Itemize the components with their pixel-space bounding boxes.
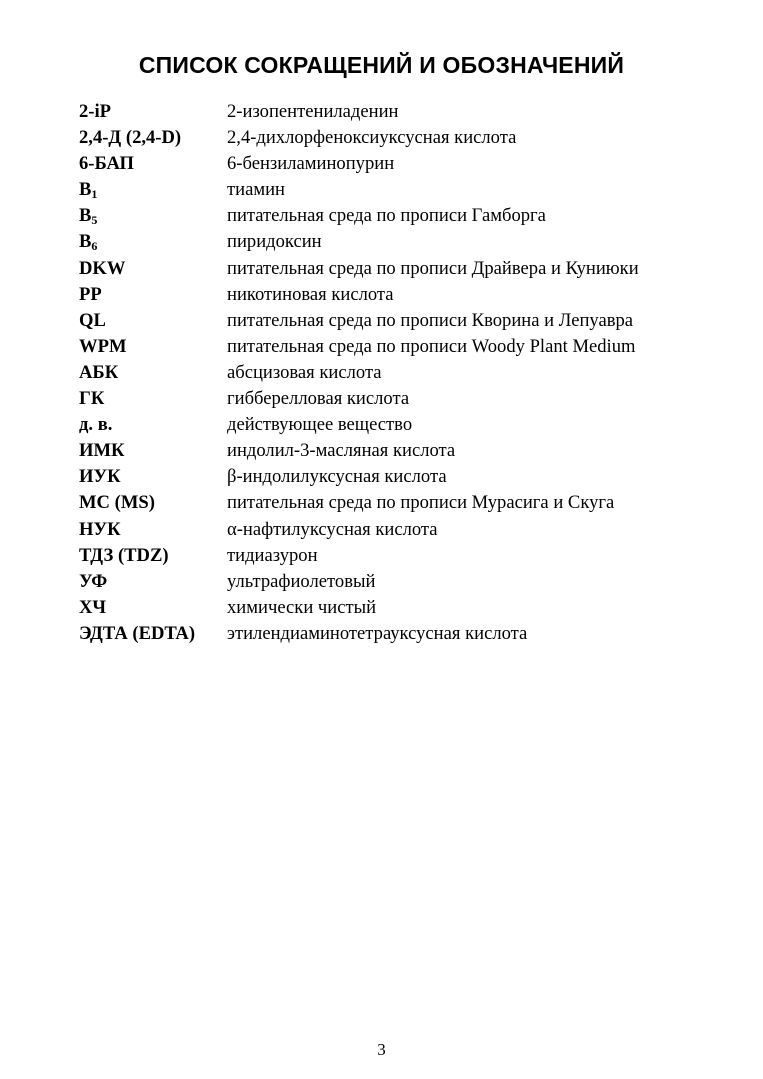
abbreviation-term: ГК	[79, 388, 105, 410]
abbreviation-row	[79, 282, 719, 308]
abbreviation-term: 6-БАП	[79, 153, 134, 175]
abbreviation-row	[79, 203, 719, 229]
abbreviation-definition: питательная среда по прописи Драйвера и Куниюки	[227, 257, 639, 279]
abbreviation-row	[79, 464, 719, 490]
abbreviation-definition: тидиазурон	[227, 544, 318, 566]
abbreviation-row	[79, 412, 719, 438]
abbreviation-definition: никотиновая кислота	[227, 283, 394, 305]
abbreviation-definition: химически чистый	[227, 596, 377, 618]
abbreviation-definition: 6-бензиламинопурин	[227, 153, 395, 175]
abbreviation-definition: индолил-3-масляная кислота	[227, 440, 456, 462]
abbreviation-term: $B_6$	[79, 231, 98, 254]
abbreviation-row	[79, 99, 719, 125]
abbreviation-definition: пиридоксин	[227, 231, 322, 253]
abbreviation-term: НУК	[79, 518, 121, 540]
abbreviation-term: УФ	[79, 570, 108, 592]
abbreviation-definition: ультрафиолетовый	[227, 570, 376, 592]
abbreviation-term: д. в.	[79, 414, 113, 436]
abbreviation-term: ТДЗ (TDZ)	[79, 544, 169, 566]
abbreviation-row	[79, 438, 719, 464]
abbreviation-term: 2,4-Д (2,4-D)	[79, 127, 182, 149]
abbreviation-term: АБК	[79, 361, 119, 383]
abbreviation-row	[79, 151, 719, 177]
abbreviation-definition: питательная среда по прописи Woody Plant Medium	[227, 335, 636, 357]
abbreviation-definition: питательная среда по прописи Кворина и Лепуавра	[227, 309, 634, 331]
abbreviation-definition: 2,4-дихлорфеноксиуксусная кислота	[227, 127, 517, 149]
abbreviation-row	[79, 569, 719, 595]
abbreviation-term: ИУК	[79, 466, 121, 488]
abbreviation-row	[79, 490, 719, 516]
abbreviation-row	[79, 386, 719, 412]
abbreviation-term: $B_1$	[79, 179, 98, 202]
abbreviation-term: WPM	[79, 335, 127, 357]
abbreviation-term: 2-iP	[79, 101, 112, 122]
abbreviation-row	[79, 543, 719, 569]
abbreviation-definition: β-индолилуксусная кислота	[227, 466, 447, 488]
abbreviation-definition: 2-изопентениладенин	[227, 101, 399, 122]
abbreviation-definition: питательная среда по прописи Гамборга	[227, 205, 546, 227]
abbreviation-term: ХЧ	[79, 596, 107, 618]
abbreviation-row	[79, 360, 719, 386]
abbreviation-row	[79, 621, 719, 647]
abbreviation-row	[79, 595, 719, 621]
abbreviation-row	[79, 229, 719, 255]
abbreviation-definition: питательная среда по прописи Мурасига и Скуга	[227, 492, 615, 514]
abbreviation-term: PP	[79, 283, 102, 305]
abbreviation-term: ИМК	[79, 440, 125, 462]
abbreviation-term: МС (MS)	[79, 492, 155, 514]
abbreviation-row	[79, 256, 719, 282]
page-number: 3	[377, 1040, 386, 1059]
abbreviation-row	[79, 334, 719, 360]
abbreviation-definition: абсцизовая кислота	[227, 361, 382, 383]
abbreviation-row	[79, 125, 719, 151]
abbreviation-definition: тиамин	[227, 179, 285, 201]
abbreviation-term: DKW	[79, 257, 126, 279]
abbreviation-row	[79, 517, 719, 543]
abbreviation-definition: действующее вещество	[227, 414, 413, 436]
abbreviation-definition: α-нафтилуксусная кислота	[227, 518, 438, 540]
abbreviation-term: QL	[79, 309, 106, 331]
abbreviation-definition: этилендиаминотетрауксусная кислота	[227, 622, 528, 644]
abbreviation-term: ЭДТА (EDTA)	[79, 622, 196, 644]
abbreviation-list	[79, 99, 719, 647]
abbreviation-definition: гибберелловая кислота	[227, 388, 410, 410]
abbreviation-row	[79, 177, 719, 203]
page-title: СПИСОК СОКРАЩЕНИЙ И ОБОЗНАЧЕНИЙ	[138, 52, 625, 78]
abbreviation-term: $B_5$	[79, 205, 98, 228]
abbreviation-row	[79, 308, 719, 334]
